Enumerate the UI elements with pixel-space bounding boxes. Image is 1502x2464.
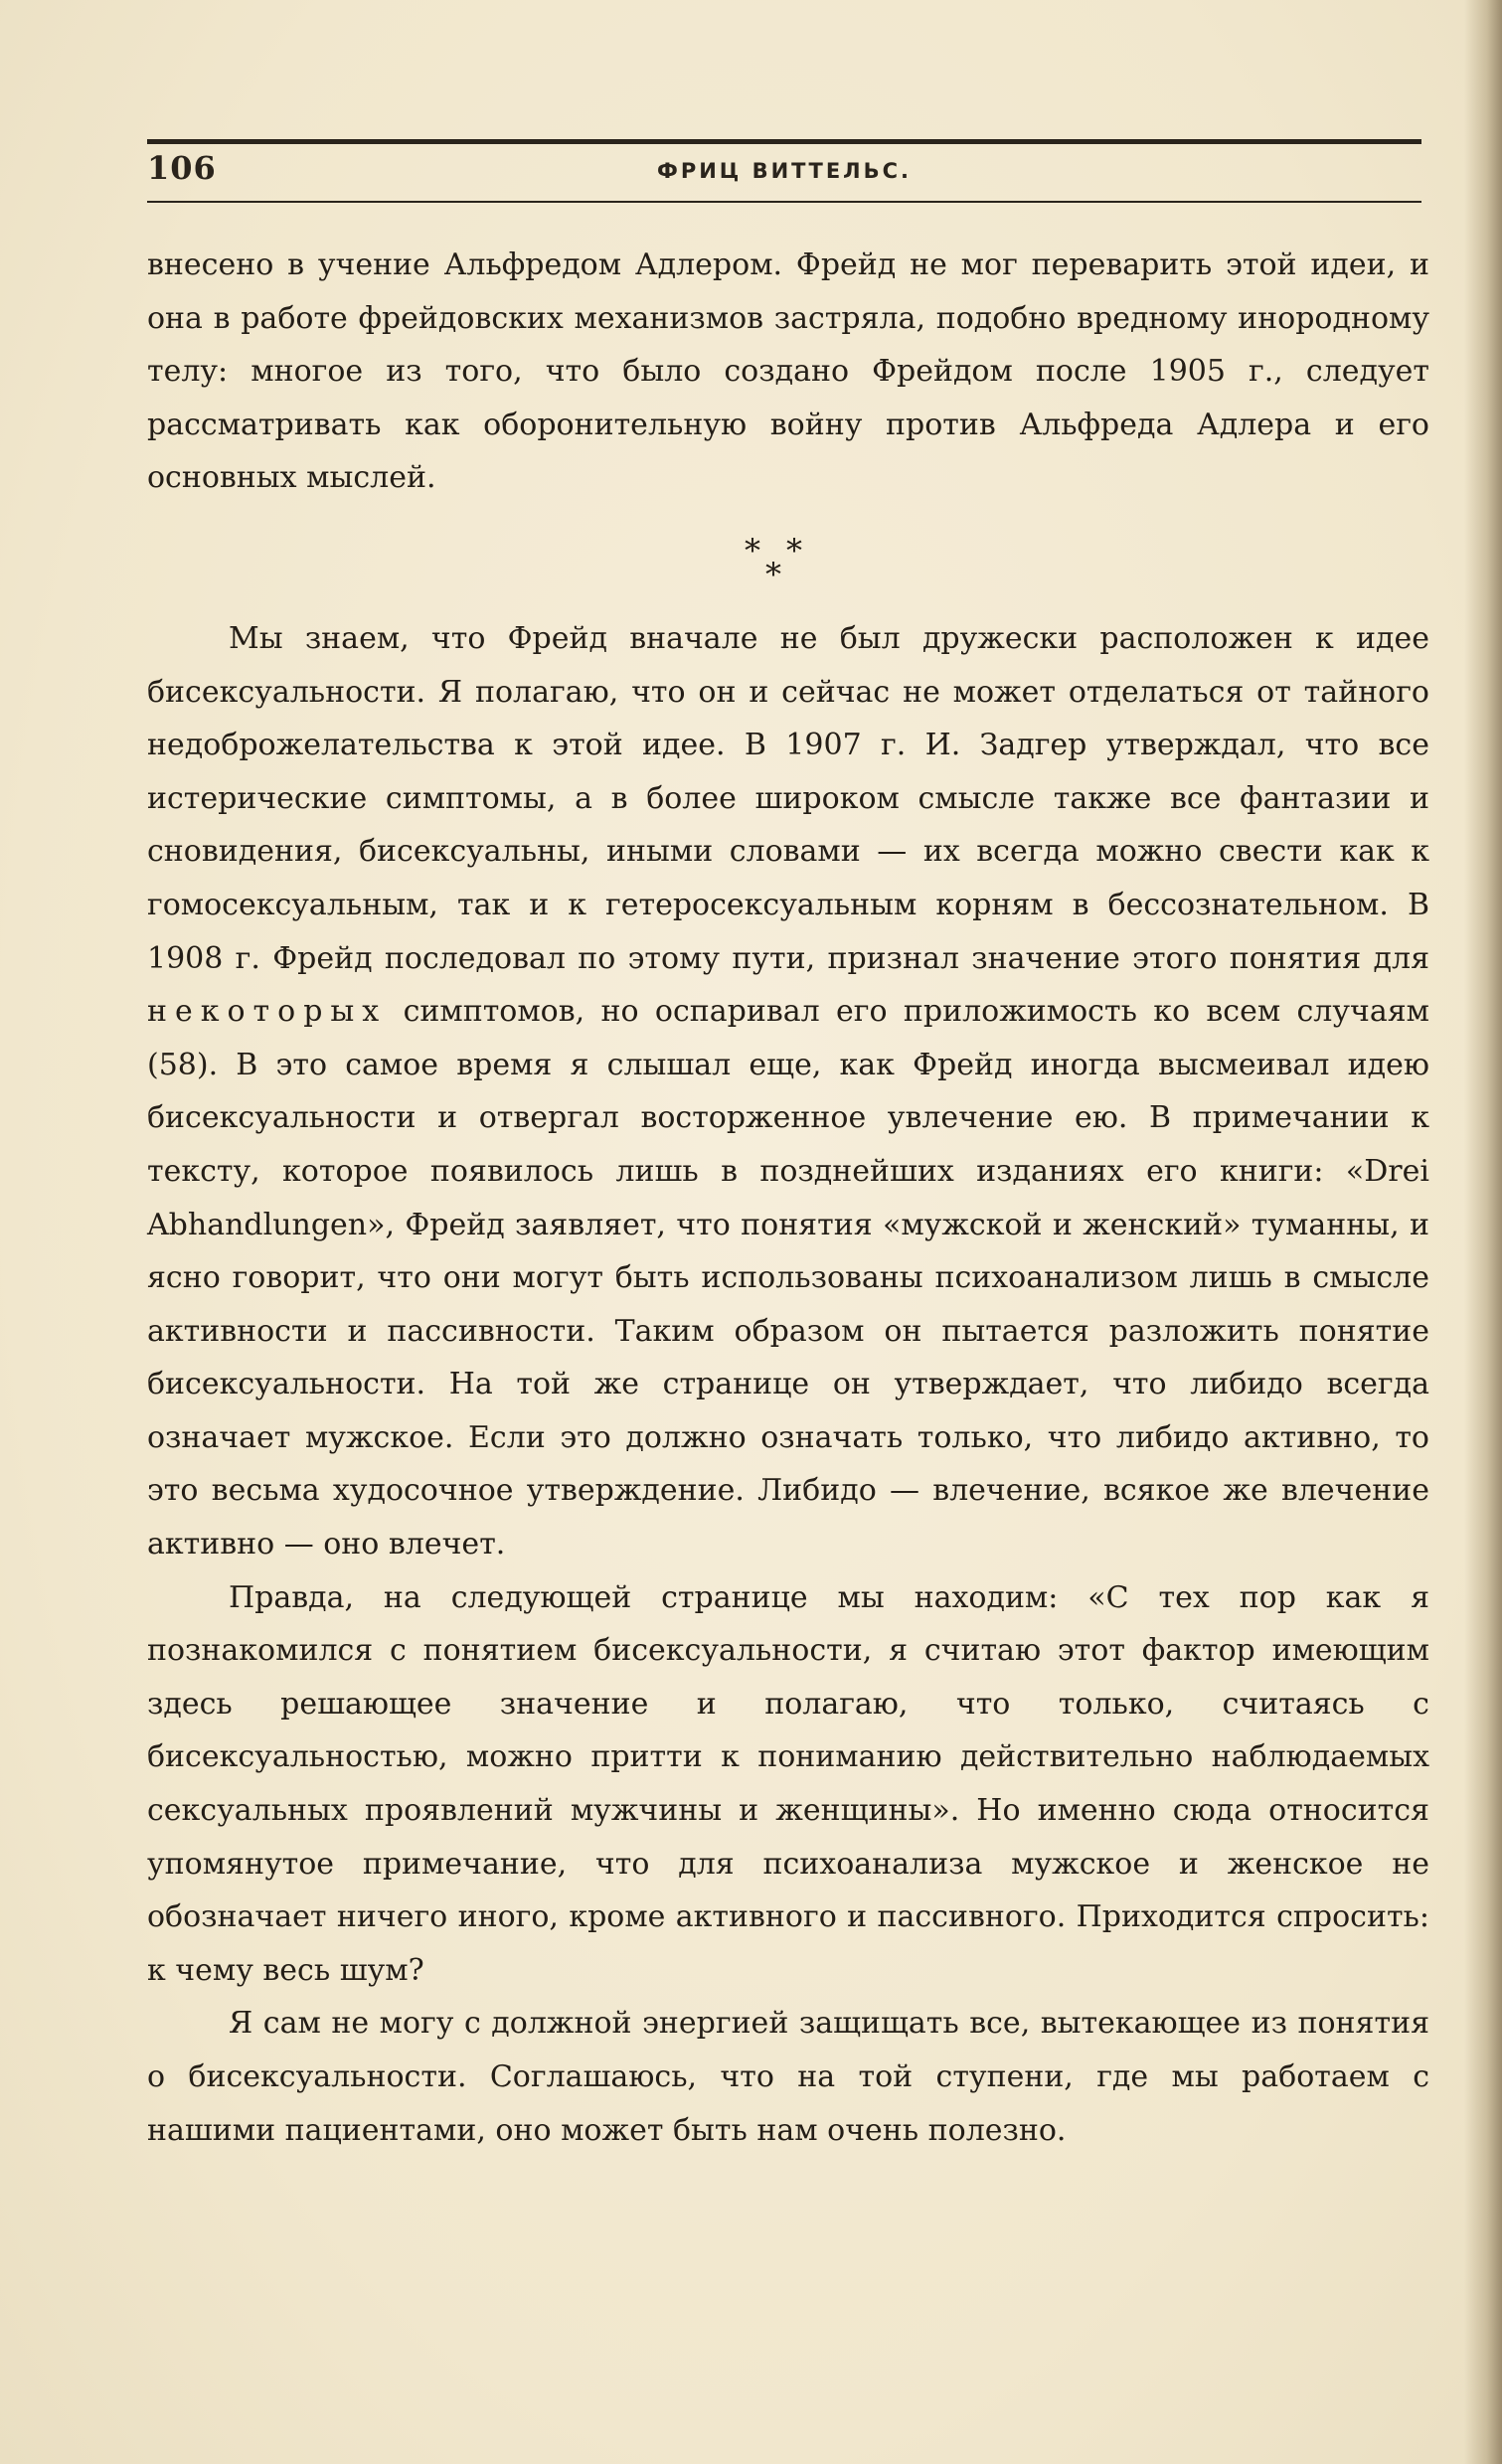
asterism-star: * bbox=[745, 531, 760, 570]
emphasized-word: некоторых bbox=[147, 994, 388, 1030]
paragraph-3: Правда, на следующей странице мы находим: «С тех пор как я познакомился с понятием бисексуальности, я считаю этот фактор имеющим здесь решающее значение и полагаю, что только, считаясь с бисексуальностью, можно притти к пониманию действительно наблюдаемых сексуальных проявлений мужчины и женщины». Но именно сюда относится упомянутое примечание, что для психоанализа мужское и женское не обозначает ничего иного, кроме активного и пассивного. Приходится спросить: к чему весь шум? bbox=[147, 1579, 1429, 1988]
paragraph-2 bbox=[147, 612, 1429, 1571]
paragraph-2-text-b: симптомов, но оспаривал его приложимость ко всем случаям (58). В это самое время я слышал еще, как Фрейд иногда высмеивал идею бисексуальности и отвергал восторженное увлечение ею. В примечании к тексту, которое появилось лишь в позднейших изданиях его книги: «Drei Abhandlungen», Фрейд заявляет, что понятия «мужской и женский» туманны, и ясно говорит, что они могут быть использованы психоанализом лишь в смысле активности и пассивности. Таким образом он пытается разложить понятие бисексуальности. На той же странице он утверждает, что либидо всегда означает мужское. Если это должно означать только, что либидо активно, то это весьма худосочное утверждение. Либидо — влечение, всякое же влечение активно — оно влечет. bbox=[147, 994, 1429, 1562]
header-rule-top bbox=[147, 139, 1421, 144]
running-title: ФРИЦ ВИТТЕЛЬС. bbox=[657, 159, 912, 183]
asterism-star: * bbox=[765, 555, 781, 593]
running-header bbox=[147, 149, 1421, 195]
page-edge-shadow bbox=[1464, 0, 1502, 2464]
section-break-asterism bbox=[147, 505, 1429, 612]
paragraph-4: Я сам не могу с должной энергией защищать все, вытекающее из понятия о бисексуальности. Соглашаюсь, что на той ступени, где мы работаем с нашими пациентами, оно может быть нам очень полезно. bbox=[147, 2006, 1429, 2148]
header-rule-bottom bbox=[147, 201, 1421, 203]
paragraph-1: внесено в учение Альфредом Адлером. Фрейд не мог переварить этой идеи, и она в работе фрейдовских механизмов застряла, подобно вредному инородному телу: многое из того, что было создано Фрейдом после 1905 г., следует рассматривать как оборонительную войну против Альфреда Адлера и его основных мыслей. bbox=[147, 247, 1429, 496]
asterism-star: * bbox=[786, 531, 802, 570]
paragraph-2-text-a: Мы знаем, что Фрейд вначале не был дружески расположен к идее бисексуальности. Я полагаю, что он и сейчас не может отделаться от тайного недоброжелательства к этой идее. В 1907 г. И. Задгер утверждал, что все истерические симптомы, а в более широком смысле также все фантазии и сновидения, бисексуальны, иными словами — их всегда можно свести как к гомосексуальным, так и к гетеросексуальным корням в бессознательном. В 1908 г. Фрейд последовал по этому пути, признал значение этого понятия для bbox=[147, 620, 1429, 976]
page-number: 106 bbox=[147, 149, 217, 187]
body-text bbox=[147, 239, 1429, 2157]
